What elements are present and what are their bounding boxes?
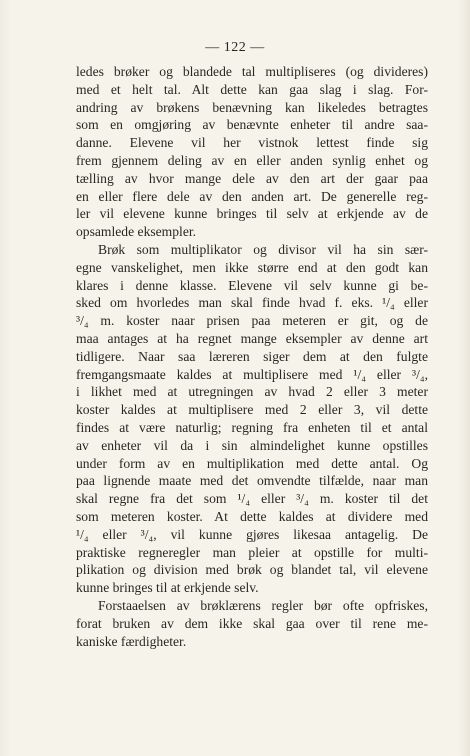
text-line: egne vanskelighet, men ikke større end at den godt kan xyxy=(76,259,428,275)
text-line: under form av en multiplikation med dette antal. Og xyxy=(76,455,428,471)
text-line: opsamlede eksempler. xyxy=(76,224,197,240)
text-line: kaniske færdigheter. xyxy=(76,633,187,649)
text-line: ¹/₄ eller ³/₄, vil kunne gjøres likesaa antagelig. De xyxy=(76,526,428,542)
text-line: ler vil elevene kunne bringes til selv at erkjende av de xyxy=(76,206,428,222)
text-line: skal regne fra det som ¹/₄ eller ³/₄ m. koster til det xyxy=(76,491,428,507)
text-line: frem gjennem deling av en eller anden synlig enhet og xyxy=(76,152,428,168)
text-line: plikation og division med brøk og blandet tal, vil elevene xyxy=(76,562,428,578)
text-line: klares i denne klasse. Elevene vil selv kunne gi be- xyxy=(76,277,428,293)
text-line: som en omgjøring av benævnte enheter til andre saa- xyxy=(76,117,428,133)
text-line: tælling av hvor mange dele av den art der gaar paa xyxy=(76,170,428,186)
body-text xyxy=(76,63,428,650)
paragraph-3 xyxy=(76,597,428,650)
text-line: forat bruken av dem ikke skal gaa over til rene me- xyxy=(76,615,428,631)
text-line: av enheter vil da i sin almindelighet kunne opstilles xyxy=(76,437,428,453)
text-line: findes at være naturlig; regning fra enheten til et antal xyxy=(76,419,428,435)
text-line: med et helt tal. Alt dette kan gaa slag i slag. For- xyxy=(76,81,428,97)
page-number: — 122 — xyxy=(205,40,265,55)
text-line: kunne bringes til at erkjende selv. xyxy=(76,580,259,596)
text-line: paa lignende maate med det omvendte tilfælde, naar man xyxy=(76,473,428,489)
text-line: andring av brøkens benævning kan likeledes betragtes xyxy=(76,99,428,115)
text-line: Brøk som multiplikator og divisor vil ha sin sær- xyxy=(98,241,428,257)
text-line: sked om hvorledes man skal finde hvad f. eks. ¹/₄ eller xyxy=(76,295,428,311)
text-line: koster kaldes at multiplisere med 2 eller 3, vil dette xyxy=(76,402,428,418)
text-line: ³/₄ m. koster naar prisen paa meteren er git, og de xyxy=(76,313,428,329)
text-line: fremgangsmaate kaldes at multiplisere med ¹/₄ eller ³/₄, xyxy=(76,366,428,382)
text-line: praktiske regneregler man pleier at opstille for multi- xyxy=(76,544,428,560)
paragraph-1 xyxy=(76,63,428,241)
text-line: i likhet med at utregningen av hvad 2 eller 3 meter xyxy=(76,384,428,400)
text-line: danne. Elevene vil her vistnok lettest finde sig xyxy=(76,135,428,151)
text-line: tidligere. Naar saa læreren siger dem at den fulgte xyxy=(76,348,428,364)
text-line: maa antages at ha regnet mange eksempler av denne art xyxy=(76,330,428,346)
text-line: Forstaaelsen av brøklærens regler bør ofte opfriskes, xyxy=(98,597,428,613)
paragraph-2 xyxy=(76,241,428,597)
text-line: en eller flere dele av den anden art. De generelle reg- xyxy=(76,188,428,204)
text-line: som meteren koster. At dette kaldes at dividere med xyxy=(76,508,428,524)
text-line: ledes brøker og blandede tal multipliseres (og divideres) xyxy=(76,64,428,79)
